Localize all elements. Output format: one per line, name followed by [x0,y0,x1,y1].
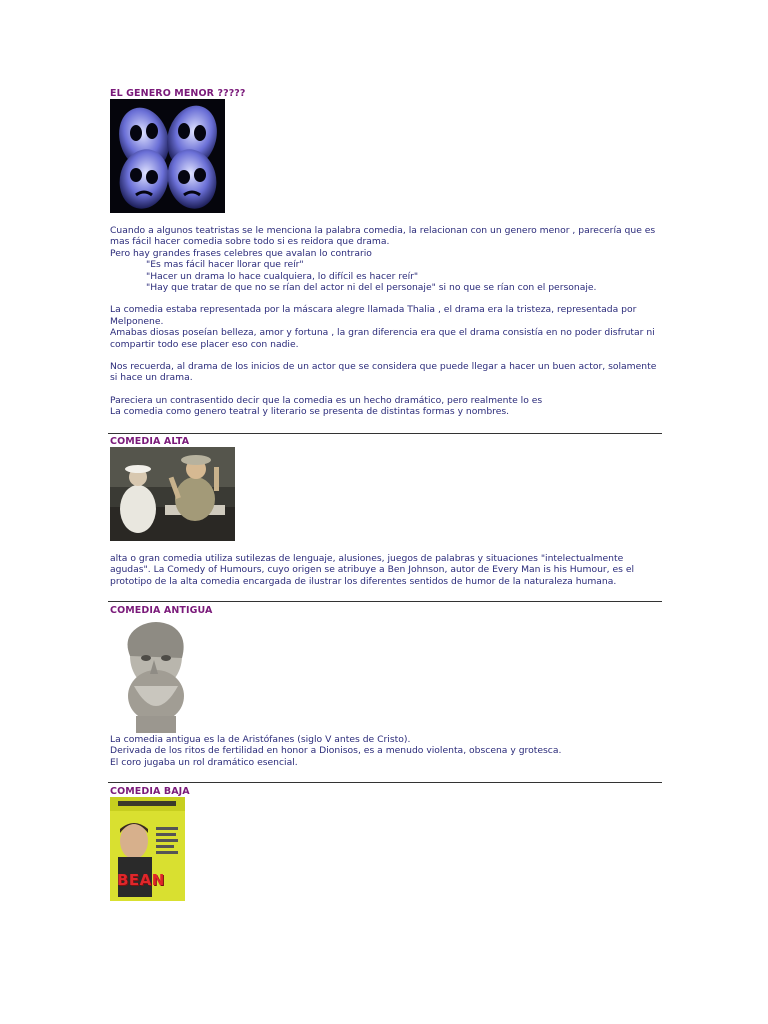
quote: "Es mas fácil hacer llorar que reír" [146,259,304,271]
section-heading-comedia-antigua: COMEDIA ANTIGUA [110,605,213,616]
paragraph: La comedia estaba representada por la máscara alegre llamada Thalia , el drama era la tristeza, representada por Melponene. [110,304,637,327]
paragraph: La comedia antigua es la de Aristófanes (siglo V antes de Cristo). [110,734,411,745]
section-body-comedia-antigua [110,734,662,768]
paragraph: Amabas diosas poseían belleza, amor y fortuna , la gran diferencia era que el drama consistía en no poder disfrutar ni compartir todo ese placer eso con nadie. [110,327,655,350]
section-divider [108,782,662,783]
paragraph: La comedia como genero teatral y literario se presenta de distintas formas y nombres. [110,406,510,418]
aristophanes-bust-image [110,616,201,733]
section-divider [108,433,662,434]
paragraph: Pero hay grandes frases celebres que avalan lo contrario [110,247,372,259]
paragraph: El coro jugaba un rol dramático esencial. [110,756,298,768]
bean-movie-poster [110,797,185,901]
section-heading-comedia-alta: COMEDIA ALTA [110,436,190,447]
paragraph: Derivada de los ritos de fertilidad en honor a Dionisos, es a menudo violenta, obscena y grotesca. [110,745,562,757]
poster-title: BEAN [117,871,165,889]
masks-image [110,99,225,213]
section-heading-genero-menor: EL GENERO MENOR ????? [110,88,246,99]
paragraph: Cuando a algunos teatristas se le menciona la palabra comedia, la relacionan con un genero menor , parecería que es mas fácil hacer comedia sobre todo si es reidora que drama. [110,225,656,248]
section-body-genero-menor [110,225,662,418]
quote: "Hacer un drama lo hace cualquiera, lo difícil es hacer reír" [146,270,419,282]
comedia-alta-photo [110,447,235,541]
quote: "Hay que tratar de que no se rían del actor ni del el personaje" si no que se rían con el personaje. [146,282,597,294]
section-body-comedia-alta [110,553,662,587]
paragraph: alta o gran comedia utiliza sutilezas de lenguaje, alusiones, juegos de palabras y situaciones "intelectualmente agudas". La Comedy of Humours, cuyo origen se atribuye a Ben Johnson, autor de Every Man is his Humour, es el prototipo de la alta comedia encargada de ilustrar los diferentes sentidos de humor de la naturaleza humana. [110,553,635,587]
paragraph: Nos recuerda, al drama de los inicios de un actor que se considera que puede llegar a hacer un buen actor, solamente si hace un drama. [110,361,657,384]
paragraph: Pareciera un contrasentido decir que la comedia es un hecho dramático, pero realmente lo es [110,394,543,406]
section-heading-comedia-baja: COMEDIA BAJA [110,786,190,797]
section-divider [108,601,662,602]
